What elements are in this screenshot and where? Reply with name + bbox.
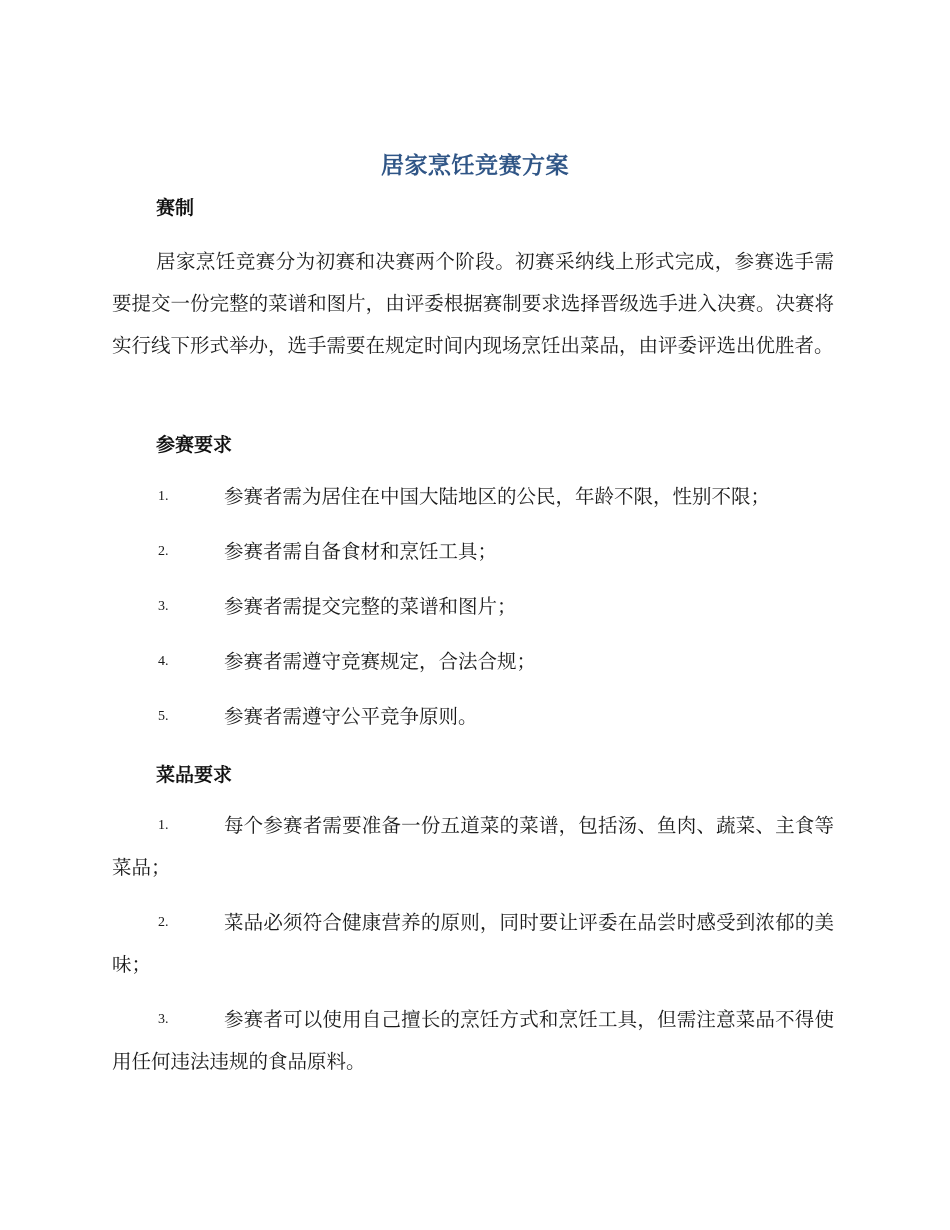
list-item-number: 4.: [158, 654, 169, 669]
list-item-number: 3.: [158, 599, 169, 614]
list-item-text: 参赛者需自备食材和烹饪工具；: [224, 540, 498, 563]
list-item-text: 参赛者需遵守竞赛规定，合法合规；: [224, 650, 537, 673]
section-paragraph-format: 居家烹饪竞赛分为初赛和决赛两个阶段。初赛采纳线上形式完成，参赛选手需要提交一份完整的菜谱和图片，由评委根据赛制要求选择晋级选手进入决赛。决赛将实行线下形式举办，选手需要在规定时间内现场烹饪出菜品，由评委评选出优胜者。: [112, 250, 834, 357]
list-item-number: 1.: [158, 489, 169, 504]
list-item-number: 5.: [158, 709, 169, 724]
list-item: [112, 641, 834, 683]
list-item: [112, 586, 834, 628]
section-heading-requirements: 参赛要求: [156, 434, 233, 456]
list-item: [112, 476, 834, 518]
list-item-number: 2.: [158, 915, 169, 930]
list-item-text: 参赛者需为居住在中国大陆地区的公民，年龄不限，性别不限；: [224, 485, 771, 508]
list-item: [112, 999, 834, 1083]
list-item: [112, 805, 834, 889]
list-item: [112, 696, 834, 738]
section-heading-format: 赛制: [156, 197, 195, 219]
list-item-text: 每个参赛者需要准备一份五道菜的菜谱，包括汤、鱼肉、蔬菜、主食等菜品；: [112, 814, 834, 879]
document-title: 居家烹饪竞赛方案: [381, 153, 569, 179]
list-item-number: 3.: [158, 1012, 169, 1027]
list-item-text: 参赛者需遵守公平竞争原则。: [224, 705, 478, 728]
list-item-number: 1.: [158, 818, 169, 833]
list-item-text: 参赛者可以使用自己擅长的烹饪方式和烹饪工具，但需注意菜品不得使用任何违法违规的食品原料。: [112, 1008, 834, 1073]
list-item-text: 菜品必须符合健康营养的原则，同时要让评委在品尝时感受到浓郁的美味；: [112, 911, 834, 976]
list-item: [112, 531, 834, 573]
list-item-text: 参赛者需提交完整的菜谱和图片；: [224, 595, 517, 618]
list-item: [112, 902, 834, 986]
list-item-number: 2.: [158, 544, 169, 559]
section-heading-dishes: 菜品要求: [156, 764, 233, 786]
